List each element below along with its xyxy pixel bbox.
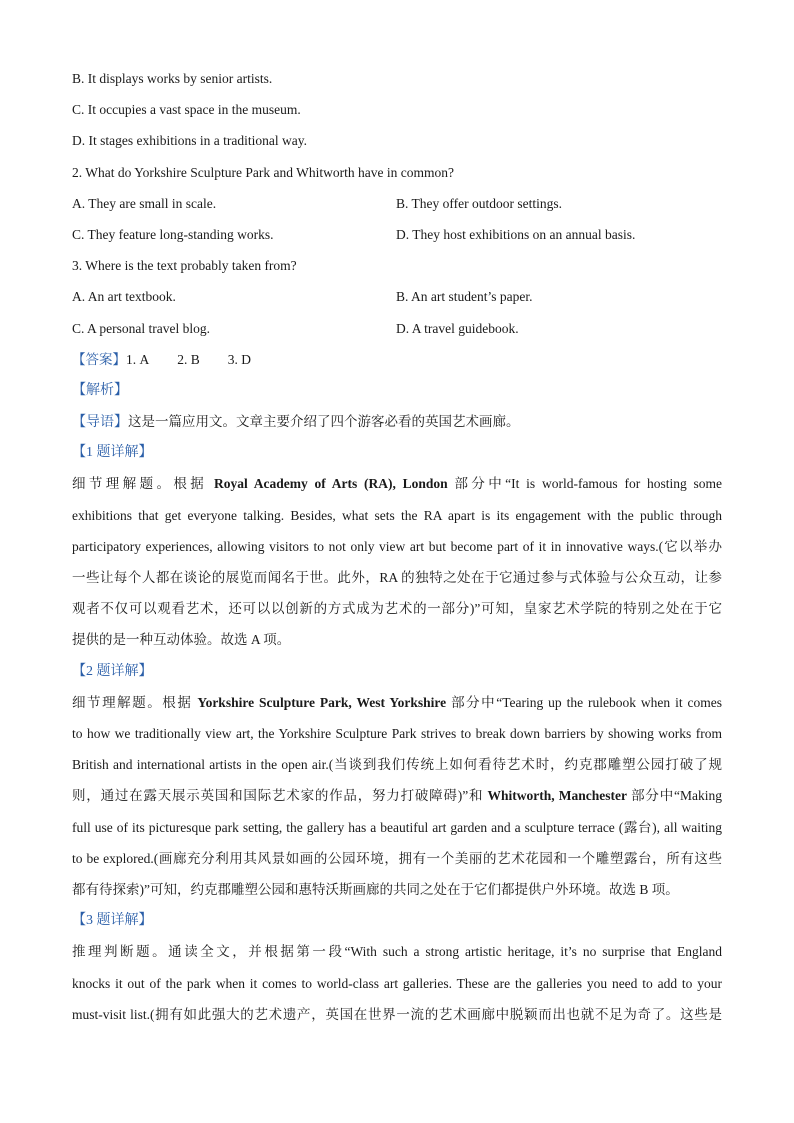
text-run: 部分中“It is world-famous for hosting some	[447, 476, 722, 492]
paragraph-line: knocks it out of the park when it comes to world-class art galleries. These are the galleries you need to add to your	[72, 975, 722, 991]
text-run: 细节理解题。根据	[72, 476, 214, 492]
section-name: Royal Academy of Arts (RA), London	[213, 476, 448, 492]
question3-stem: 3. Where is the text probably taken from?	[72, 258, 297, 274]
option-b: B. It displays works by senior artists.	[72, 71, 273, 86]
question3-options-row	[72, 313, 722, 344]
paragraph-line: must-visit list.(拥有如此强大的艺术遗产，英国在世界一流的艺术画廊中脱颖而出也就不足为奇了。这些是	[72, 1006, 722, 1022]
detail3-heading: 【3 题详解】	[72, 913, 153, 929]
text-run: 部分中“Tearing up the rulebook when it comes	[446, 694, 722, 710]
detail2-paragraph	[72, 687, 722, 905]
text-run: 部分中“Making	[626, 788, 722, 804]
answer-tag: 【答案】	[72, 351, 126, 367]
text-run: 则，通过在露天展示英国和国际艺术家的作品，努力打破障碍)”和	[72, 788, 488, 804]
intro-line	[72, 406, 722, 437]
section-name: Yorkshire Sculpture Park, West Yorkshire	[197, 694, 447, 710]
answer-item: 2. B	[177, 351, 200, 367]
option-d: D. A travel guidebook.	[396, 320, 519, 336]
paragraph-line: to how we traditionally view art, the Yorkshire Sculpture Park strives to break down barriers by showing works from	[72, 726, 722, 742]
option-c: C. It occupies a vast space in the museum.	[72, 102, 301, 118]
option-b: B. They offer outdoor settings.	[396, 195, 562, 211]
analysis-heading: 【解析】	[72, 382, 128, 398]
paragraph-line: participatory experiences, allowing visitors to not only view art but become part of it in innovative ways.(它以举办	[72, 538, 722, 554]
paragraph-line: British and international artists in the open air.(当谈到我们传统上如何看待艺术时，约克郡雕塑公园打破了规	[72, 757, 722, 773]
question2	[72, 157, 722, 251]
option-b: B. An art student’s paper.	[396, 289, 533, 305]
paragraph-line: to be explored.(画廊充分利用其风景如画的公园环境，拥有一个美丽的艺术花园和一个雕塑露台，所有这些	[72, 850, 722, 866]
detail1-paragraph	[72, 468, 722, 655]
detail1-heading: 【1 题详解】	[72, 445, 153, 461]
answer-item: 1. A	[126, 351, 150, 367]
intro-tag: 【导语】	[72, 415, 128, 431]
detail2-heading: 【2 题详解】	[72, 663, 153, 679]
question3	[72, 250, 722, 344]
option-d: D. It stages exhibitions in a traditional way.	[72, 133, 307, 149]
paragraph-line: 观者不仅可以观看艺术，还可以以创新的方式成为艺术的一部分)”可知，皇家艺术学院的特别之处在于它	[72, 601, 722, 617]
option-a: A. They are small in scale.	[72, 195, 217, 211]
intro-text: 这是一篇应用文。文章主要介绍了四个游客必看的英国艺术画廊。	[128, 414, 520, 430]
paragraph-line	[72, 687, 722, 718]
section-name: Whitworth, Manchester	[487, 788, 627, 804]
paragraph-line: 提供的是一种互动体验。故选 A 项。	[72, 632, 291, 648]
detail3-paragraph	[72, 936, 722, 1030]
option-d: D. They host exhibitions on an annual basis.	[396, 226, 636, 242]
question1-options	[72, 63, 722, 157]
text-run: 细节理解题。根据	[72, 694, 198, 710]
option-c: C. A personal travel blog.	[72, 320, 210, 336]
option-a: A. An art textbook.	[72, 289, 176, 305]
question3-options-row	[72, 281, 722, 312]
paragraph-line: full use of its picturesque park setting, the gallery has a beautiful art garden and a sculpture terrace (露台), all waiting	[72, 819, 722, 835]
question2-options-row	[72, 188, 722, 219]
answer-line	[72, 344, 722, 375]
paragraph-line: exhibitions that get everyone talking. Besides, what sets the RA apart is its engagement with the public through	[72, 507, 722, 523]
paragraph-line: 一些让每个人都在谈论的展览而闻名于世。此外，RA 的独特之处在于它通过参与式体验与公众互动，让参	[72, 570, 722, 586]
paragraph-line: 都有待探索)”可知，约克郡雕塑公园和惠特沃斯画廊的共同之处在于它们都提供户外环境。故选 B 项。	[72, 882, 679, 898]
question2-options-row	[72, 219, 722, 250]
paragraph-line	[72, 780, 722, 811]
question2-stem: 2. What do Yorkshire Sculpture Park and Whitworth have in common?	[72, 164, 454, 180]
paragraph-line: 推理判断题。通读全文，并根据第一段“With such a strong artistic heritage, it’s no surprise that England	[72, 944, 722, 960]
option-c: C. They feature long-standing works.	[72, 226, 274, 242]
paragraph-line	[72, 468, 722, 499]
answer-item: 3. D	[227, 351, 252, 367]
